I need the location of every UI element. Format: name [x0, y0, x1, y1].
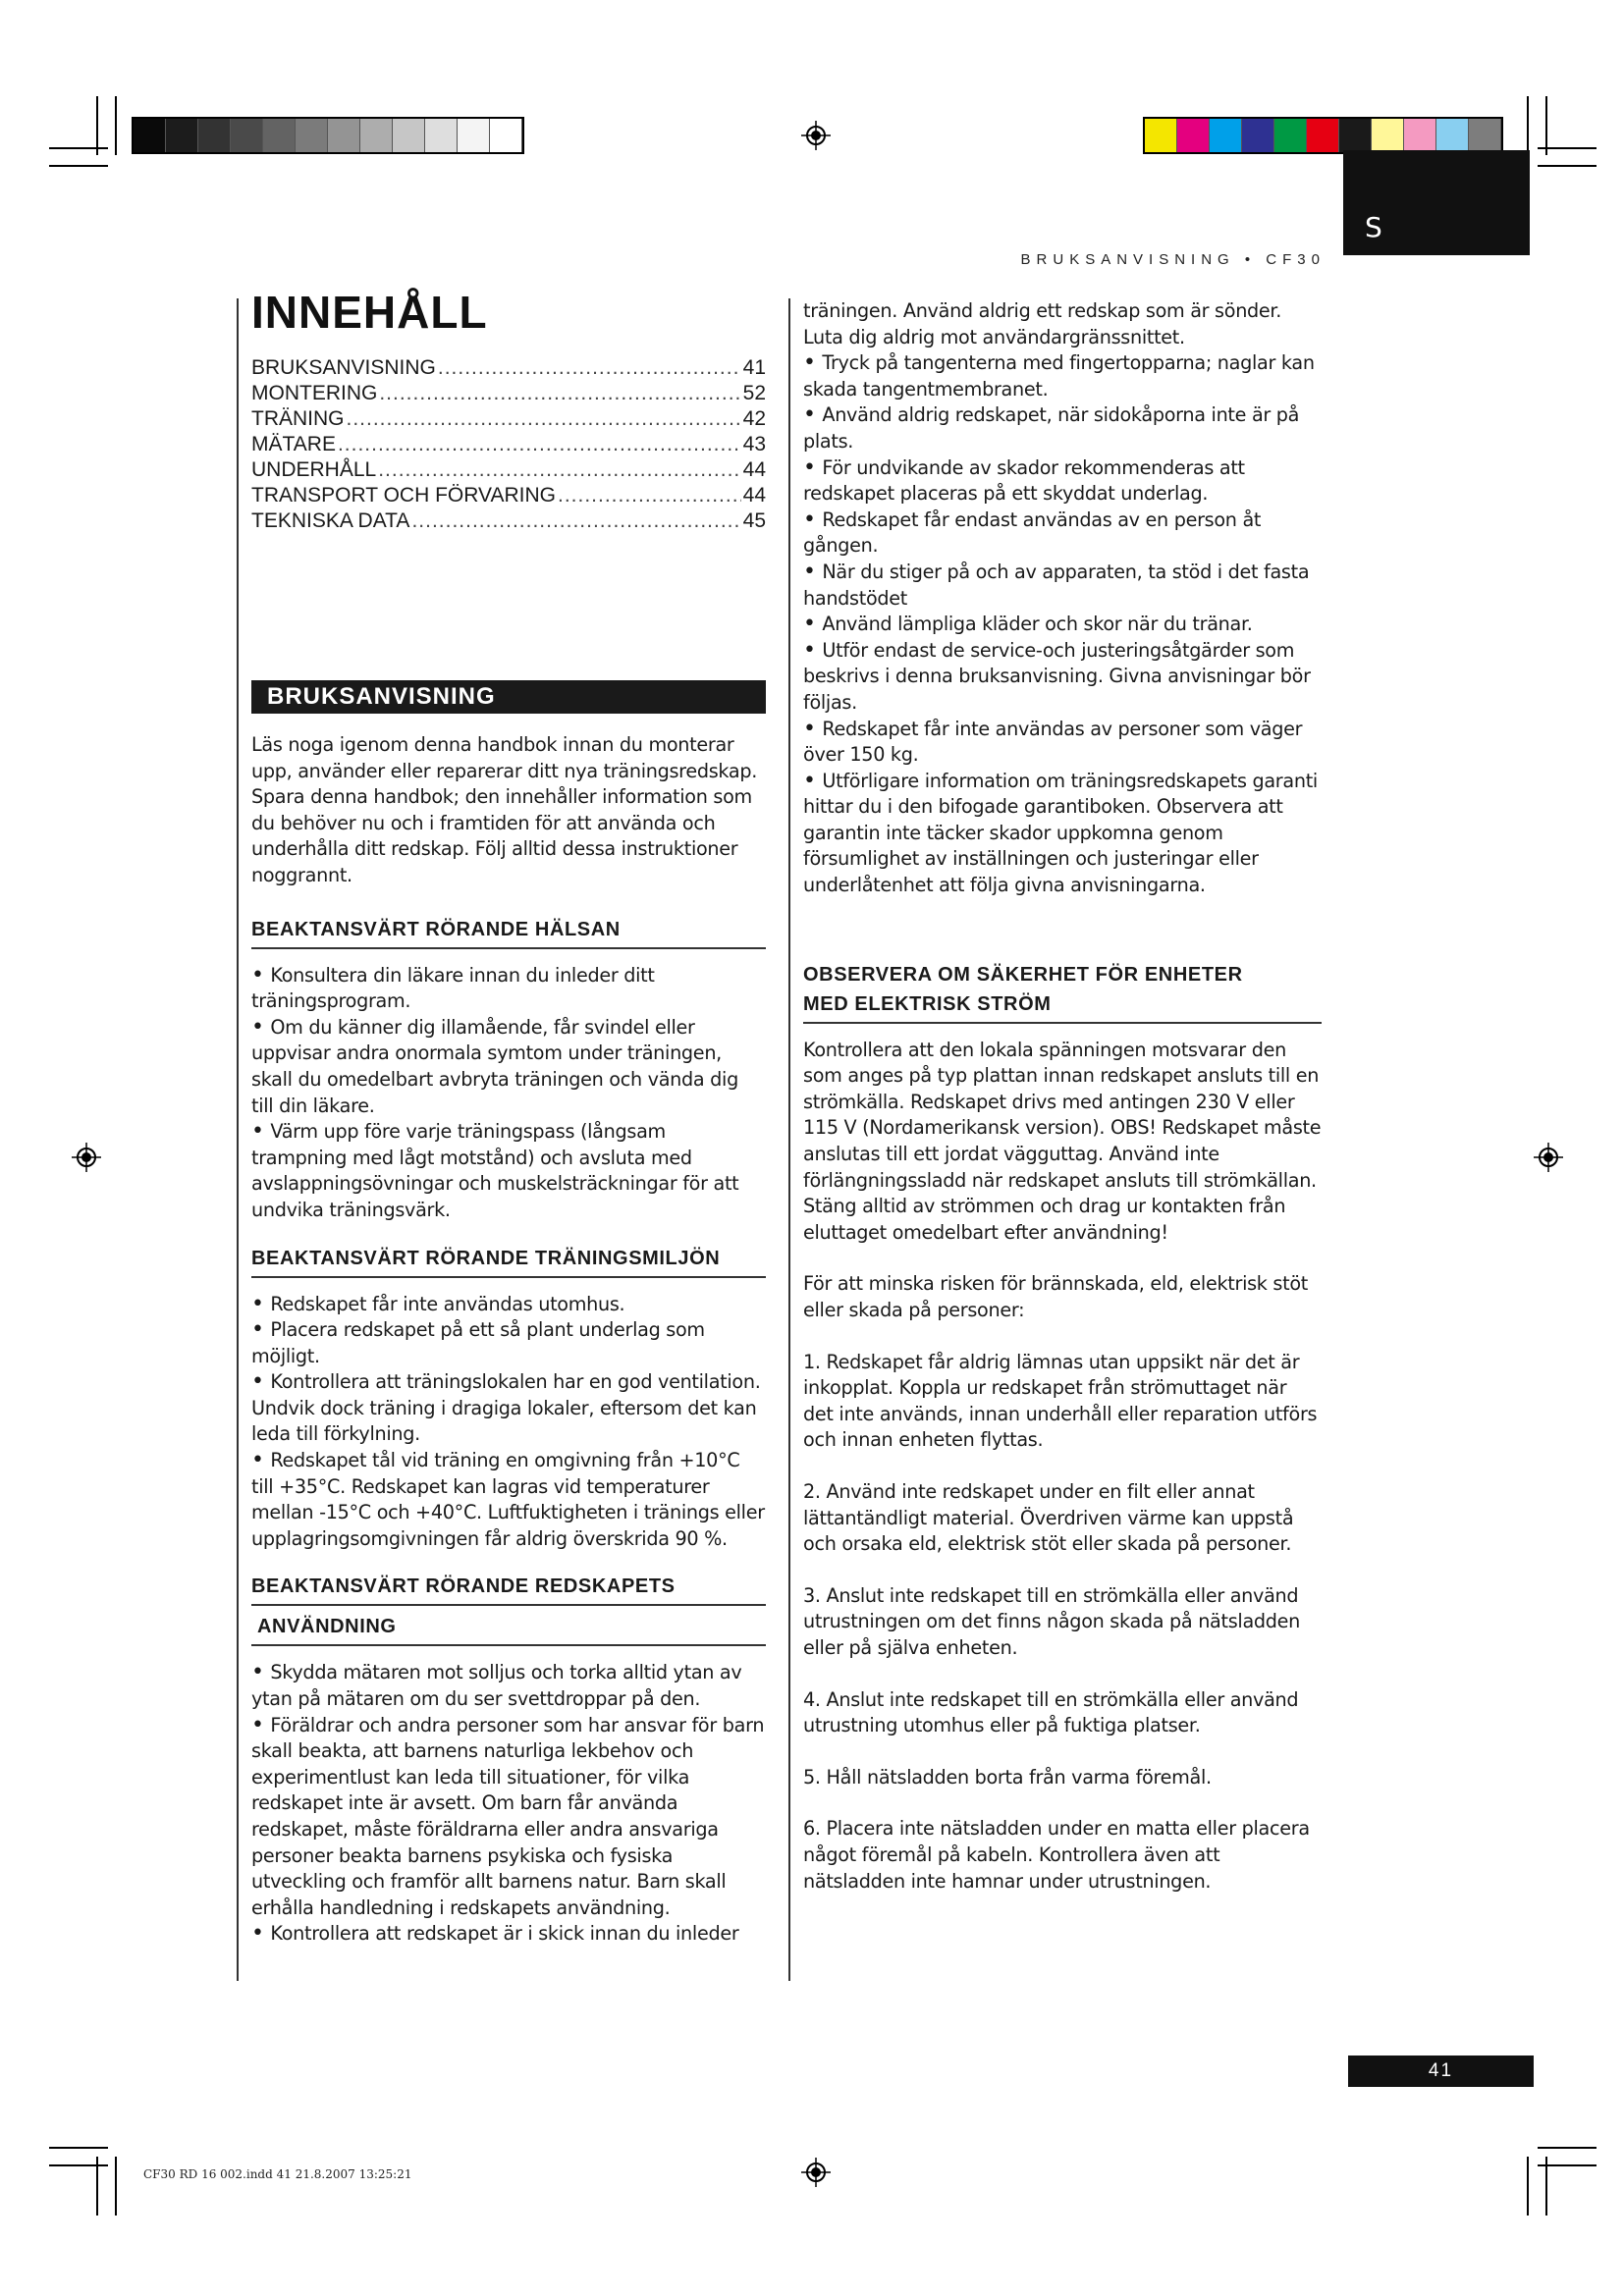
- toc-entry-page: 43: [742, 433, 766, 455]
- toc-leader-dots: [558, 483, 741, 508]
- grayscale-swatch: [328, 119, 360, 152]
- health-item: • Värm upp före varje träningspass (långsam trampning med lågt motstånd) och avsluta med avslappningsövningar och muskelsträckningar för att undvika träningsvärk.: [251, 1119, 766, 1223]
- toc-entry-page: 45: [742, 509, 766, 532]
- usage-continued-item: • För undvikande av skador rekommenderas att redskapet placeras på ett skyddat underlag.: [803, 455, 1322, 507]
- usage-continued-item: • När du stiger på och av apparaten, ta stöd i det fasta handstödet: [803, 560, 1322, 612]
- health-heading: BEAKTANSVÄRT RÖRANDE HÄLSAN: [251, 918, 621, 940]
- divider: [251, 1276, 766, 1278]
- process-color-swatch: [1145, 119, 1177, 152]
- usage-continued-item: • Använd aldrig redskapet, när sidokåporna inte är på plats.: [803, 402, 1322, 454]
- process-color-swatch: [1436, 119, 1469, 152]
- toc-entry-page: 44: [742, 458, 766, 481]
- toc-entry-label: MÄTARE: [251, 433, 336, 455]
- center-column-rule: [788, 298, 790, 1981]
- list-gap: [803, 1662, 1322, 1687]
- divider: [251, 1644, 766, 1646]
- process-color-swatch: [1339, 119, 1372, 152]
- grayscale-swatch: [166, 119, 198, 152]
- toc-leader-dots: [347, 406, 741, 432]
- toc-leader-dots: [411, 508, 740, 534]
- risk-intro: För att minska risken för brännskada, eld, elektrisk stöt eller skada på personer:: [803, 1272, 1308, 1321]
- usage-continued-list: [803, 350, 1322, 898]
- process-color-swatch: [1404, 119, 1436, 152]
- registration-mark-icon: [1534, 1143, 1563, 1172]
- registration-mark-icon: [801, 121, 831, 150]
- electrical-safety-list: [803, 1324, 1322, 1896]
- toc-entry-page: 44: [742, 484, 766, 507]
- usage-continued-lead: träningen. Använd aldrig ett redskap som är sönder. Luta dig aldrig mot användargränssnittet.: [803, 299, 1282, 348]
- registration-mark-icon: [72, 1143, 101, 1172]
- environment-heading: BEAKTANSVÄRT RÖRANDE TRÄNINGSMILJÖN: [251, 1247, 721, 1269]
- process-color-swatch: [1307, 119, 1339, 152]
- toc-entry-label: MONTERING: [251, 382, 378, 404]
- grayscale-swatch: [490, 119, 522, 152]
- divider: [803, 1022, 1322, 1024]
- toc-entry: [251, 381, 766, 406]
- language-code: S: [1365, 211, 1382, 243]
- grayscale-swatch: [296, 119, 328, 152]
- toc-entry-label: TRÄNING: [251, 407, 345, 430]
- toc-leader-dots: [379, 381, 740, 406]
- grayscale-swatch: [134, 119, 166, 152]
- grayscale-swatch: [263, 119, 296, 152]
- environment-item: • Redskapet tål vid träning en omgivning från +10°C till +35°C. Redskapet kan lagras vid temperaturer mellan -15°C och +40°C. Luftfuktigheten i tränings eller upplagringsomgivningen får aldrig överskrida 90 %.: [251, 1448, 766, 1552]
- health-list: [251, 963, 766, 1224]
- toc-entry: [251, 508, 766, 534]
- electrical-safety-item: 4. Anslut inte redskapet till en strömkälla eller använd utrustning utomhus eller på fuktiga platser.: [803, 1687, 1299, 1737]
- environment-item: • Redskapet får inte användas utomhus.: [251, 1292, 766, 1318]
- language-tab: [1343, 150, 1530, 255]
- process-color-swatch: [1372, 119, 1404, 152]
- grayscale-swatch: [198, 119, 231, 152]
- electrical-safety-item: 6. Placera inte nätsladden under en matta eller placera något föremål på kabeln. Kontrollera även att nätsladden inte hamnar under utrustningen.: [803, 1817, 1310, 1893]
- electrical-heading-line-1: OBSERVERA OM SÄKERHET FÖR ENHETER: [803, 963, 1243, 986]
- health-item: • Om du känner dig illamående, får svindel eller uppvisar andra onormala symtom under träningen, skall du omedelbart avbryta träningen och vända dig till din läkare.: [251, 1015, 766, 1119]
- toc-entry-page: 52: [742, 382, 766, 404]
- toc-entry-label: BRUKSANVISNING: [251, 356, 436, 379]
- process-color-swatch: [1274, 119, 1307, 152]
- health-item: • Konsultera din läkare innan du inleder ditt träningsprogram.: [251, 963, 766, 1015]
- grayscale-color-bar: [132, 117, 524, 154]
- divider: [251, 1604, 766, 1606]
- left-column-body: [251, 732, 766, 1948]
- usage-continued-item: • Redskapet får inte användas av personer som väger över 150 kg.: [803, 717, 1322, 769]
- list-gap: [803, 1324, 1322, 1350]
- grayscale-swatch: [458, 119, 490, 152]
- usage-heading-line-2: ANVÄNDNING: [257, 1616, 397, 1638]
- list-gap: [803, 1739, 1322, 1765]
- page-number: 41: [1348, 2056, 1534, 2087]
- toc-entry-page: 42: [742, 407, 766, 430]
- toc-entry-label: TEKNISKA DATA: [251, 509, 410, 532]
- print-slug: CF30 RD 16 002.indd 41 21.8.2007 13:25:21: [143, 2167, 412, 2181]
- usage-continued-item: • Redskapet får endast användas av en person åt gången.: [803, 507, 1322, 560]
- usage-list: [251, 1660, 766, 1948]
- toc-entry: [251, 457, 766, 483]
- electrical-heading-line-2: MED ELEKTRISK STRÖM: [803, 992, 1052, 1015]
- toc-entry: [251, 355, 766, 381]
- table-of-contents: [251, 355, 766, 534]
- process-color-swatch: [1242, 119, 1274, 152]
- usage-continued-item: • Utförligare information om träningsredskapets garanti hittar du i den bifogade garantiboken. Observera att garantin inte täcker skador uppkomna genom försumlighet av inställningen och justeringar eller underlåtenhet att följa givna anvisningarna.: [803, 769, 1322, 899]
- usage-continued-item: • Använd lämpliga kläder och skor när du tränar.: [803, 612, 1322, 638]
- list-gap: [803, 1454, 1322, 1479]
- environment-item: • Kontrollera att träningslokalen har en god ventilation. Undvik dock träning i dragiga lokaler, eftersom det kan leda till förkylning.: [251, 1369, 766, 1448]
- grayscale-swatch: [425, 119, 458, 152]
- toc-title: INNEHÅLL: [251, 287, 488, 338]
- electrical-intro: Kontrollera att den lokala spänningen motsvarar den som anges på typ plattan innan redskapet ansluts till en strömkälla. Redskapet drivs med antingen 230 V eller 115 V (Nordamerikansk version). OBS! Redskapet måste anslutas till ett jordat vägguttag. Använd inte förlängningssladd när redskapet ansluts till strömkällan. Stäng alltid av strömmen och drag ur kontakten från eluttaget omedelbart efter användning!: [803, 1038, 1322, 1244]
- toc-leader-dots: [378, 457, 740, 483]
- process-color-swatch: [1210, 119, 1242, 152]
- toc-entry-page: 41: [742, 356, 766, 379]
- toc-entry: [251, 406, 766, 432]
- usage-continued-item: • Tryck på tangenterna med fingertopparna; naglar kan skada tangentmembranet.: [803, 350, 1322, 402]
- usage-item: • Kontrollera att redskapet är i skick innan du inleder: [251, 1921, 766, 1948]
- grayscale-swatch: [393, 119, 425, 152]
- usage-continued-item: • Utför endast de service-och justeringsåtgärder som beskrivs i denna bruksanvisning. Givna anvisningar bör följas.: [803, 638, 1322, 717]
- toc-entry: [251, 483, 766, 508]
- electrical-safety-item: 5. Håll nätsladden borta från varma föremål.: [803, 1765, 1212, 1789]
- intro-paragraph: Läs noga igenom denna handbok innan du monterar upp, använder eller reparerar ditt nya träningsredskap. Spara denna handbok; den innehåller information som du behöver nu och i framtiden för att använda och underhålla ditt redskap. Följ alltid dessa instruktioner noggrannt.: [251, 733, 758, 886]
- registration-mark-icon: [801, 2158, 831, 2187]
- toc-entry: [251, 432, 766, 457]
- running-head: BRUKSANVISNING • CF30: [1020, 251, 1326, 268]
- usage-heading-line-1: BEAKTANSVÄRT RÖRANDE REDSKAPETS: [251, 1575, 676, 1598]
- section-title-bar: BRUKSANVISNING: [251, 680, 766, 714]
- environment-item: • Placera redskapet på ett så plant underlag som möjligt.: [251, 1317, 766, 1369]
- usage-item: • Skydda mätaren mot solljus och torka alltid ytan av ytan på mätaren om du ser svettdroppar på den.: [251, 1660, 766, 1712]
- toc-entry-label: UNDERHÅLL: [251, 458, 377, 481]
- left-column: [251, 285, 766, 534]
- electrical-safety-item: 3. Anslut inte redskapet till en strömkälla eller använd utrustningen om det finns någon skada på nätsladden eller på själva enheten.: [803, 1583, 1301, 1659]
- left-column-rule: [237, 298, 239, 1981]
- toc-leader-dots: [438, 355, 741, 381]
- process-color-swatch: [1469, 119, 1501, 152]
- grayscale-swatch: [231, 119, 263, 152]
- list-gap: [803, 1558, 1322, 1583]
- list-gap: [803, 1790, 1322, 1816]
- usage-item: • Föräldrar och andra personer som har ansvar för barn skall beakta, att barnens naturliga lekbehov och experimentlust kan leda till situationer, för vilka redskapet inte är avsett. Om barn får använda redskapet, måste föräldrarna eller andra ansvariga personer beakta barnens psykiska och fysiska utveckling och framför allt barnens natur. Barn skall erhålla handledning i redskapets användning.: [251, 1713, 766, 1922]
- toc-leader-dots: [338, 432, 741, 457]
- process-color-swatch: [1177, 119, 1210, 152]
- toc-entry-label: TRANSPORT OCH FÖRVARING: [251, 484, 556, 507]
- electrical-safety-item: 1. Redskapet får aldrig lämnas utan uppsikt när det är inkopplat. Koppla ur redskapet från strömuttaget när det inte används, innan underhåll eller reparation utförs och innan enheten flyttas.: [803, 1350, 1318, 1452]
- electrical-safety-item: 2. Använd inte redskapet under en filt eller annat lättantändligt material. Överdriven värme kan uppstå och orsaka eld, elektrisk stöt eller skada på personer.: [803, 1479, 1294, 1556]
- divider: [251, 947, 766, 949]
- right-column: [803, 298, 1322, 1895]
- environment-list: [251, 1292, 766, 1553]
- grayscale-swatch: [360, 119, 393, 152]
- process-color-bar: [1143, 117, 1503, 154]
